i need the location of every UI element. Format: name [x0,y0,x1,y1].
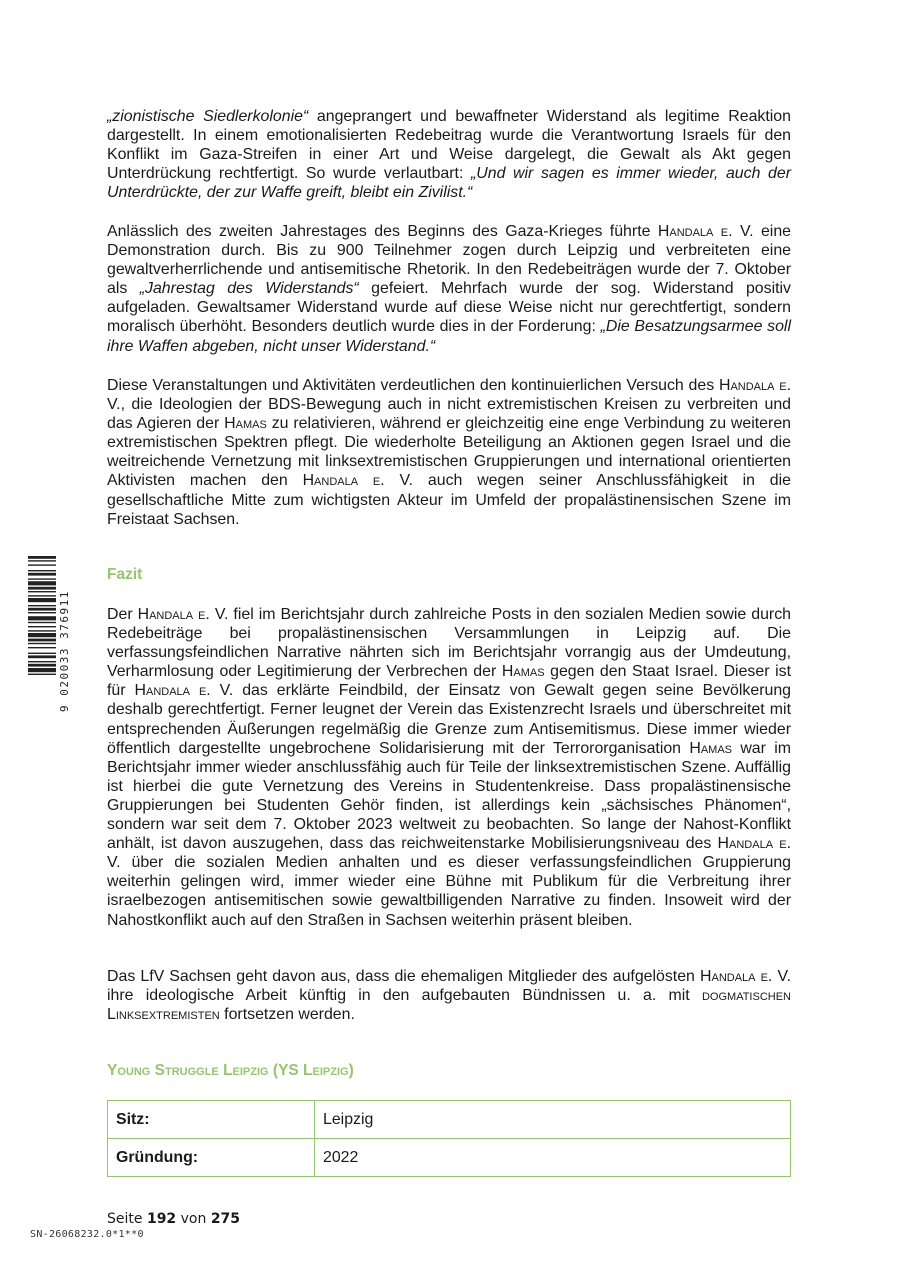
org-name: Handala e. V. [107,835,791,872]
table-key: Sitz: [108,1101,315,1139]
section-heading-fazit: Fazit [107,566,143,583]
quoted-term: „Jahrestag des Widerstands“ [139,280,359,298]
paragraph-2: Anlässlich des zweiten Jahrestages des Beginns des Gaza-Krieges führte Handala e. V. eine Demonstration durch. Bis zu 900 Teilnehmer zogen durch Leipzig und verbreiteten eine gewaltverherrlichende und antisemitische Rhetorik. In den Redebeiträgen wurde der 7. Oktober als „Jahrestag des Widerstands“ gefeiert. Mehrfach wurde der sog. Widerstand positiv aufgeladen. Gewaltsamer Widerstand wurde auf diese Weise nicht nur gerechtfertigt, sondern moralisch überhöht. Besonders deutlich wurde dies in der Forderung: „Die Besatzungsarmee soll ihre Waffen abgeben, nicht unser Widerstand.“ [107,223,791,355]
quoted-term: „zionistische Siedlerkolonie“ [107,108,309,125]
quotation: „Die Besatzungsarmee soll ihre Waffen abgeben, nicht unser Widerstand.“ [107,318,791,355]
org-name: Hamas [689,739,732,757]
org-name: Handala e. V. [134,682,234,700]
org-name: Handala e. V. [107,377,791,414]
org-name: dogmatischen Linksextremisten [107,987,791,1024]
page-total: 275 [210,1211,241,1227]
org-name: Hamas [501,663,545,681]
page-number: 192 [146,1211,177,1227]
quotation: „Und wir sagen es immer wieder, auch der Unterdrückte, der zur Waffe greift, bleibt ein Zivilist.“ [107,165,791,202]
org-name: Handala e. V. [302,472,414,490]
paragraph-1: „zionistische Siedlerkolonie“ angeprangert und bewaffneter Widerstand als legitime Reaktion dargestellt. In einem emotionalisierten Redebeitrag wurde die Verantwortung Israels für den Konflikt im Gaza-Streifen in einer Art und Weise dargelegt, die Gewalt als Akt gegen Unterdrückung rechtfertigt. So wurde verlautbart: „Und wir sagen es immer wieder, auch der Unterdrückte, der zur Waffe greift, bleibt ein Zivilist.“ [107,108,791,202]
page-footer: Seite 192 von 275 [107,1211,241,1227]
paragraph-3: Diese Veranstaltungen und Aktivitäten verdeutlichen den kontinuierlichen Versuch des Handala e. V., die Ideologien der BDS-Bewegung auch in nicht extremistischen Kreisen zu verbreiten und das Agieren der Hamas zu relativieren, während er gleichzeitig eine enge Verbindung zu weiteren extremistischen Spektren pflegt. Die wiederholte Beteiligung an Aktionen gegen Israel und die weitreichende Vernetzung mit linksextremistischen Gruppierungen und international orientierten Aktivisten machen den Handala e. V. auch wegen seiner Anschlussfähigkeit in die gesellschaftliche Mitte zum wichtigsten Akteur im Umfeld der propalästinensischen Szene im Freistaat Sachsen. [107,377,791,528]
table-key: Gründung: [108,1139,315,1177]
org-name: Handala e. V. [700,968,791,985]
document-stamp: SN-26068232.0*1**0 [30,1229,144,1240]
org-name: Handala e. V. [137,606,229,623]
barcode-number: 9 020033 376911 [58,590,71,712]
table-value: Leipzig [315,1101,791,1139]
org-name: Handala e. V. [657,223,754,240]
table-value: 2022 [315,1139,791,1177]
info-table [107,1100,791,1177]
paragraph-5: Das LfV Sachsen geht davon aus, dass die ehemaligen Mitglieder des aufgelösten Handala e. V. ihre ideologische Arbeit künftig in den aufgebauten Bündnissen u. a. mit dogmatischen Linksextremisten fortsetzen werden. [107,968,791,1024]
table-row [108,1101,791,1139]
paragraph-4: Der Handala e. V. fiel im Berichtsjahr durch zahlreiche Posts in den sozialen Medien sowie durch Redebeiträge bei propalästinensischen Versammlungen in Leipzig auf. Die verfassungsfeindlichen Narrative nährten sich im Berichtsjahr vorrangig aus der Umdeutung, Verharmlosung oder Legitimierung der Verbrechen der Hamas gegen den Staat Israel. Dieser ist für Handala e. V. das erklärte Feindbild, der Einsatz von Gewalt gegen seine Bevölkerung deshalb gerechtfertigt. Ferner leugnet der Verein das Existenzrecht Israels und überschreitet mit entsprechenden Äußerungen regelmäßig die Grenze zum Antisemitismus. Diese immer wieder öffentlich dargestellte ungebrochene Solidarisierung mit der Terrororganisation Hamas war im Berichtsjahr immer wieder anschlussfähig auch für Teile der linksextremistischen Szene. Auffällig ist hierbei die gute Vernetzung des Vereins in Studentenkreise. Dass propalästinensische Gruppierungen bei Studenten Gehör finden, ist allerdings kein „sächsisches Phänomen“, sondern war seit dem 7. Oktober 2023 weltweit zu beobachten. So lange der Nahost-Konflikt anhält, ist davon auszugehen, dass das reichweitenstarke Mobilisierungsniveau des Handala e. V. über die sozialen Medien anhalten und es dieser verfassungsfeindlichen Gruppierung weiterhin gelingen wird, immer wieder eine Bühne mit Publikum für die Verbreitung ihrer israelbezogen antisemitischen sowie gewaltbilligenden Narrative zu finden. Insoweit wird der Nahostkonflikt auch auf den Straßen in Sachsen weiterhin präsent bleiben. [107,606,792,929]
table-row [108,1139,791,1177]
org-name: Hamas [224,415,267,433]
section-heading-young-struggle: Young Struggle Leipzig (YS Leipzig) [107,1062,354,1079]
